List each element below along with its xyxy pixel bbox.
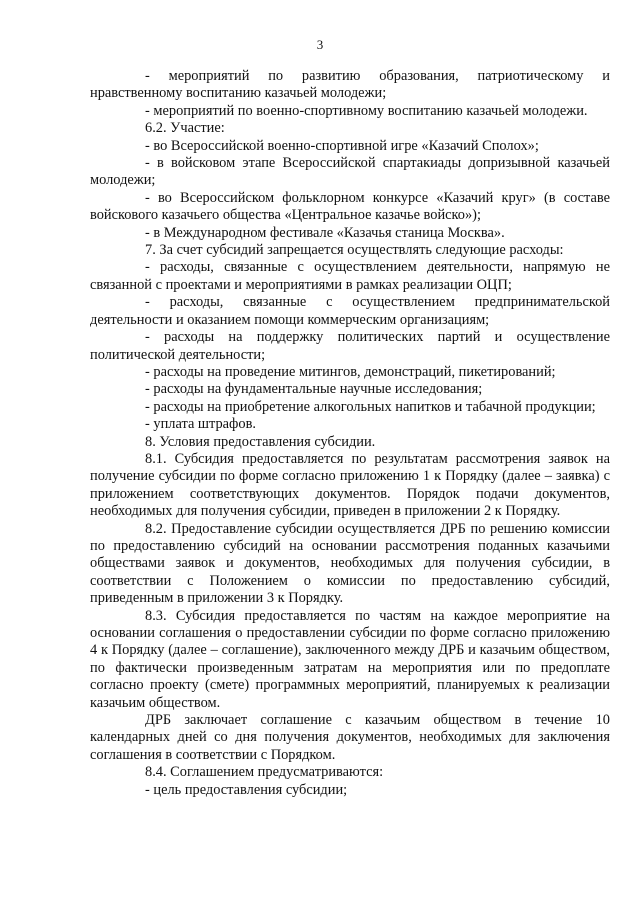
paragraph: - уплата штрафов. <box>145 416 256 433</box>
paragraph: - расходы на поддержку политических партий и осуществление политической деятельности; <box>90 329 610 363</box>
paragraph: 8. Условия предоставления субсидии. <box>145 433 376 450</box>
paragraph: - цель предоставления субсидии; <box>145 781 348 798</box>
paragraph: 8.2. Предоставление субсидии осуществляется ДРБ по решению комиссии по предоставлению субсидий на основании рассмотрения поданных казачьими обществами заявок и документов, необходимых для получения субсидии, в соответствии с Положением о комиссии по предоставлению субсидий, приведенным в приложении 3 к Порядку. <box>90 520 610 607</box>
paragraph: - мероприятий по военно-спортивному воспитанию казачьей молодежи. <box>145 102 588 119</box>
paragraph: - расходы на проведение митингов, демонстраций, пикетирований; <box>145 363 556 380</box>
paragraph: - в войсковом этапе Всероссийской спартакиады допризывной казачьей молодежи; <box>90 155 610 189</box>
paragraph: ДРБ заключает соглашение с казачьим обществом в течение 10 календарных дней со дня получения документов, необходимых для заключения соглашения в соответствии с Порядком. <box>90 712 610 763</box>
paragraph: - во Всероссийской военно-спортивной игре «Казачий Сполох»; <box>145 137 539 154</box>
paragraph: - во Всероссийском фольклорном конкурсе «Казачий круг» (в составе войскового казачьего общества «Центральное казачье войско»); <box>90 189 610 224</box>
paragraph: - в Международном фестивале «Казачья станица Москва». <box>145 224 505 241</box>
paragraph: - мероприятий по развитию образования, патриотическому и нравственному воспитанию казачьей молодежи; <box>90 68 610 102</box>
paragraph: 7. За счет субсидий запрещается осуществлять следующие расходы: <box>145 242 564 259</box>
paragraph: 8.3. Субсидия предоставляется по частям на каждое мероприятие на основании соглашения о предоставлении субсидии по форме согласно приложению 4 к Порядку (далее – соглашение), заключенного между ДРБ и казачьим обществом, по фактически произведенным затратам на мероприятия или по предоплате согласно проекту (смете) программных мероприятий, планируемых к реализации казачьим обществом. <box>90 607 610 711</box>
paragraph: 8.4. Соглашением предусматриваются: <box>145 764 384 781</box>
paragraph: - расходы, связанные с осуществлением предпринимательской деятельности и оказанием помощи коммерческим организациям; <box>90 294 610 328</box>
paragraph: 8.1. Субсидия предоставляется по результатам рассмотрения заявок на получение субсидии по форме согласно приложению 1 к Порядку (далее – заявка) с приложением соответствующих документов. Порядок подачи документов, необходимых для получения субсидии, приведен в приложении 2 к Порядку. <box>90 450 610 520</box>
document-body <box>90 68 610 799</box>
paragraph: - расходы на приобретение алкогольных напитков и табачной продукции; <box>145 398 596 415</box>
paragraph: 6.2. Участие: <box>145 120 225 137</box>
page-number: 3 <box>316 37 324 52</box>
paragraph: - расходы на фундаментальные научные исследования; <box>145 381 483 398</box>
paragraph: - расходы, связанные с осуществлением деятельности, напрямую не связанной с проектами и мероприятиями в рамках реализации ОЦП; <box>90 259 610 293</box>
